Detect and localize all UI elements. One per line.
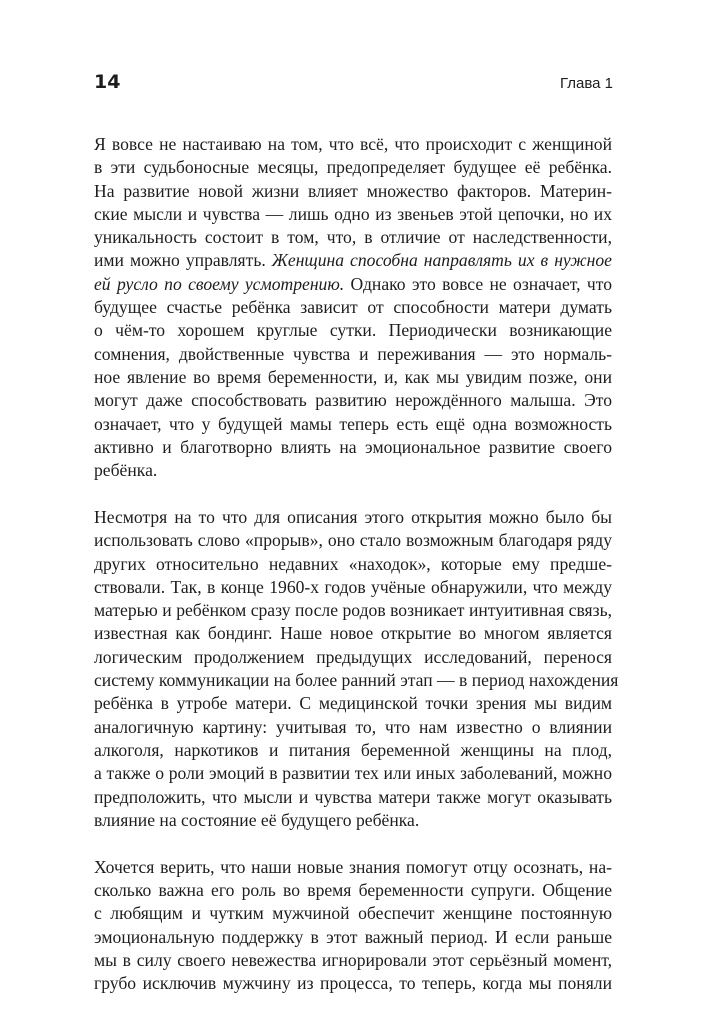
text-line: алкоголя, наркотиков и питания беременной женщины на плод, — [94, 739, 612, 760]
text-line: в эти судьбоносные месяцы, предопределяет будущее её ребёнка. — [94, 157, 612, 178]
text-line: ей русло по своему усмотрению. Однако это вовсе не означает, что — [94, 273, 612, 294]
text-line: предположить, что мысли и чувства матери также могут оказывать — [94, 786, 612, 807]
text-line: а также о роли эмоций в развитии тех или иных заболеваний, можно — [94, 763, 612, 784]
emphasis-text: ей русло по своему усмотрению. — [94, 273, 345, 294]
text-line: ребёнка. — [94, 460, 158, 481]
text-line: ские мысли и чувства — лишь одно из звеньев этой цепочки, но их — [94, 203, 612, 224]
text-line: систему коммуникации на более ранний этап — в период нахождения — [94, 670, 619, 691]
text-line: ими можно управлять. Женщина способна направлять их в нужное — [94, 250, 612, 271]
text-line: аналогичную картину: учитывая то, что нам известно о влиянии — [94, 716, 612, 737]
text-line: мы в силу своего невежества игнорировали этот серьёзный момент, — [94, 949, 612, 970]
text-line: Несмотря на то что для описания этого открытия можно было бы — [94, 506, 612, 527]
text-line: могут даже способствовать развитию нерождённого малыша. Это — [94, 390, 612, 411]
text-line: уникальность состоит в том, что, в отличие от наследственности, — [94, 227, 612, 248]
text-line: сомнения, двойственные чувства и переживания — это нормаль- — [94, 343, 612, 364]
emphasis-text: Женщина способна направлять их в нужное — [271, 250, 612, 271]
text-line: ребёнка в утробе матери. С медицинской точки зрения мы видим — [94, 693, 612, 714]
running-header — [94, 71, 613, 99]
text-line: означает, что у будущей мамы теперь есть ещё одна возможность — [94, 413, 612, 434]
text-line: грубо исключив мужчину из процесса, то теперь, когда мы поняли — [94, 973, 612, 994]
text-line: матерью и ребёнком сразу после родов возникает интуитивная связь, — [94, 600, 612, 621]
text-line: активно и благотворно влиять на эмоциональное развитие своего — [94, 436, 612, 457]
page-number: 14 — [94, 71, 121, 93]
paragraph-3 — [94, 856, 612, 996]
paragraph-1 — [94, 133, 612, 482]
text-line: о чём-то хорошем круглые сутки. Периодически возникающие — [94, 320, 612, 341]
paragraph-2 — [94, 506, 619, 832]
text-line: использовать слово «прорыв», оно стало возможным благодаря ряду — [94, 530, 612, 551]
text-line: ное явление во время беременности, и, как мы увидим позже, они — [94, 366, 612, 387]
text-line: будущее счастье ребёнка зависит от способности матери думать — [94, 297, 612, 318]
text-line: с любящим и чутким мужчиной обеспечит женщине постоянную — [94, 903, 612, 924]
text-line: Хочется верить, что наши новые знания помогут отцу осознать, на- — [94, 856, 612, 877]
text-line: влияние на состояние её будущего ребёнка. — [94, 809, 420, 830]
text-line: эмоциональную поддержку в этот важный период. И если раньше — [94, 926, 612, 947]
text-line: ствовали. Так, в конце 1960-х годов учёные обнаружили, что между — [94, 576, 612, 597]
text-line: сколько важна его роль во время беременности супруги. Общение — [94, 879, 612, 900]
body-text — [94, 133, 619, 1019]
text-line: Я вовсе не настаиваю на том, что всё, что происходит с женщиной — [94, 134, 612, 154]
text-line: логическим продолжением предыдущих исследований, перенося — [94, 646, 612, 667]
text-line: известная как бондинг. Наше новое открытие во многом является — [94, 623, 612, 644]
chapter-label: Глава 1 — [559, 75, 613, 92]
text-line: других относительно недавних «находок», которые ему предше- — [94, 553, 612, 574]
text-line: На развитие новой жизни влияет множество факторов. Материн- — [94, 180, 612, 201]
